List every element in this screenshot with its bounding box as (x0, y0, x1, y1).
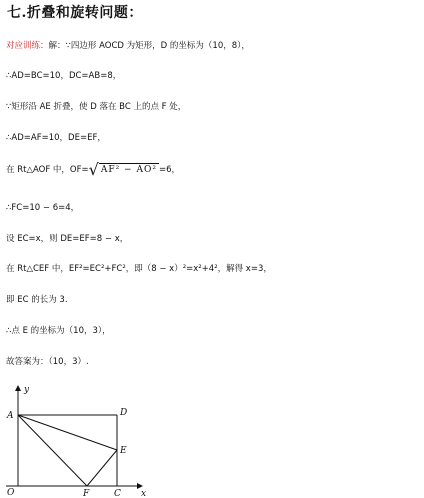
line-1-text: 解：∵四边形 AOCD 为矩形，D 的坐标为（10，8）， (48, 41, 250, 51)
solution-line-4: ∴AD=AF=10，DE=EF， (6, 133, 106, 143)
radicand: AF² − AO² (100, 165, 157, 175)
line-5-suffix: =6， (158, 165, 180, 175)
square-root (88, 160, 159, 179)
section-title: 七.折叠和旋转问题： (7, 5, 143, 21)
label-O: O (7, 488, 15, 498)
solution-line-5 (6, 160, 180, 179)
solution-line-7: 设 EC=x，则 DE=EF=8 − x， (6, 234, 129, 244)
label-x: x (141, 489, 147, 498)
radical-sign-icon: √ (88, 160, 99, 179)
segment-AE (18, 415, 117, 450)
label-E: E (120, 446, 127, 456)
solution-line-8: 在 Rt△CEF 中，EF²=EC²+FC²，即（8 − x）²=x²+4²，解得 x=3， (6, 264, 272, 274)
label-y: y (24, 385, 30, 395)
label-A: A (7, 411, 14, 421)
solution-line-9: 即 EC 的长为 3. (6, 295, 68, 305)
label-D: D (120, 408, 128, 418)
solution-line-11: 故答案为：（10，3）. (6, 357, 89, 367)
line-5-prefix: 在 Rt△AOF 中，OF= (6, 165, 89, 175)
geometry-figure (0, 378, 424, 498)
segment-EF (87, 450, 117, 486)
solution-line-10: ∴点 E 的坐标为（10，3）， (6, 326, 111, 336)
solution-line-6: ∴FC=10 − 6=4， (6, 203, 80, 213)
solution-line-2: ∴AD=BC=10，DC=AB=8， (6, 71, 122, 81)
solution-line-1 (6, 40, 250, 52)
solution-line-3: ∵矩形沿 AE 折叠，使 D 落在 BC 上的点 F 处， (6, 102, 187, 112)
label-C: C (114, 489, 121, 498)
label-F: F (83, 489, 90, 498)
segment-AF (18, 415, 87, 486)
practice-label: 对应训练： (6, 41, 49, 51)
